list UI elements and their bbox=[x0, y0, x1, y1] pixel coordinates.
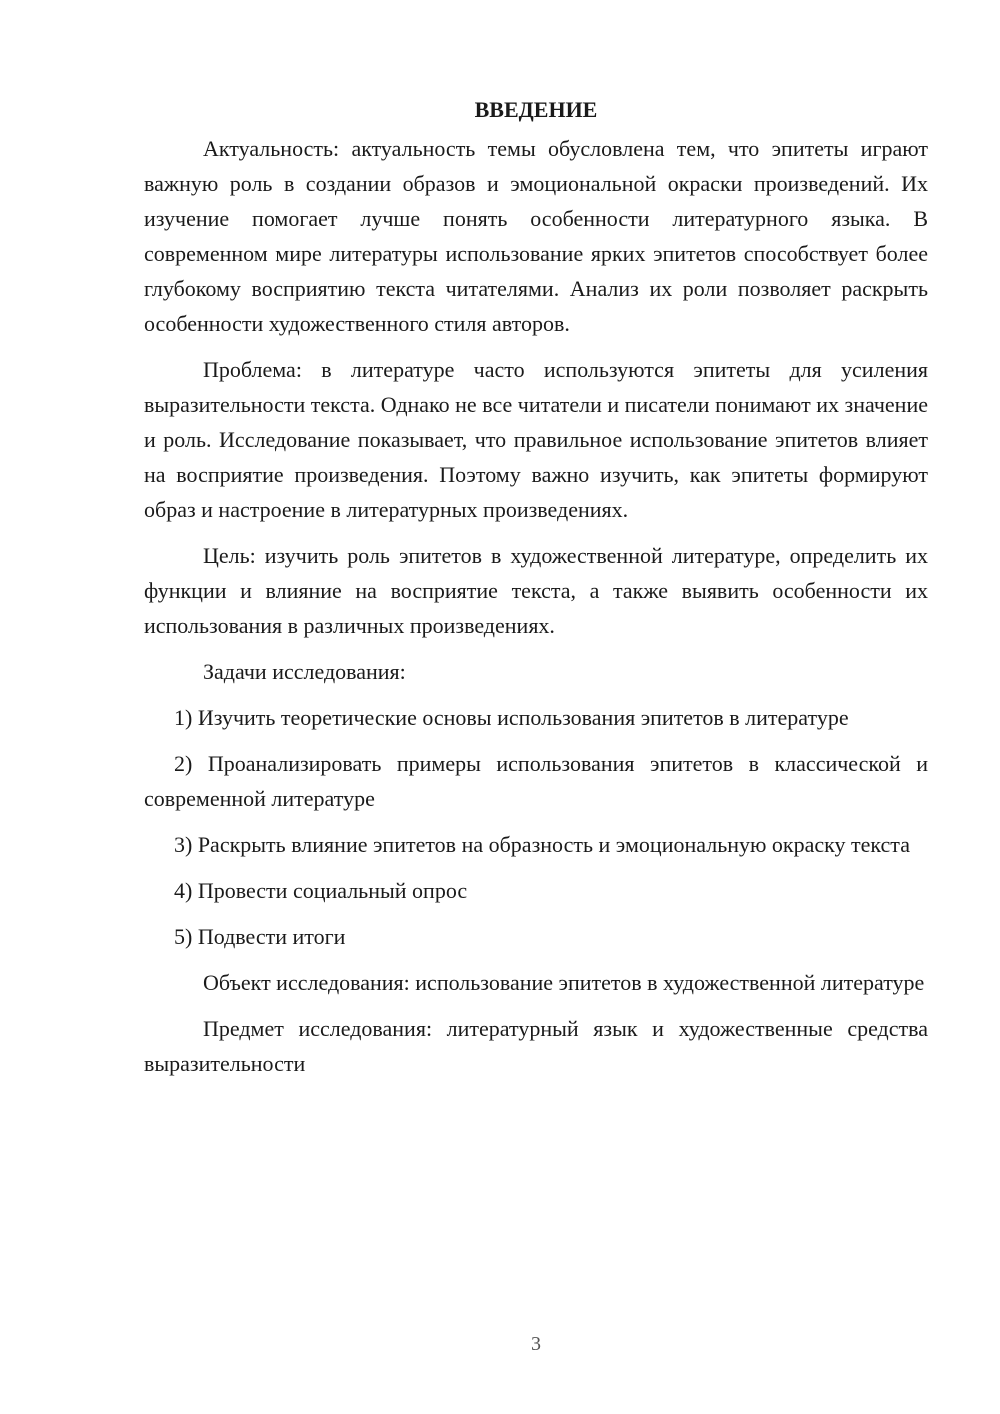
task-item-4: 4) Провести социальный опрос bbox=[174, 878, 468, 903]
goal-paragraph: Цель: изучить роль эпитетов в художественной литературе, определить их функции и влияние на восприятие текста, а также выявить особенности их использования в различных произведениях. bbox=[144, 543, 928, 638]
page-number: 3 bbox=[531, 1333, 541, 1355]
relevance-paragraph: Актуальность: актуальность темы обусловлена тем, что эпитеты играют важную роль в создании образов и эмоциональной окраски произведений. Их изучение помогает лучше понять особенности литературного языка. В современном мире литературы использование ярких эпитетов способствует более глубокому восприятию текста читателями. Анализ их роли позволяет раскрыть особенности художественного стиля авторов. bbox=[144, 136, 928, 336]
object-paragraph: Объект исследования: использование эпитетов в художественной литературе bbox=[203, 970, 925, 995]
page-content bbox=[144, 92, 928, 1092]
task-item-1: 1) Изучить теоретические основы использования эпитетов в литературе bbox=[174, 705, 849, 730]
task-item-3: 3) Раскрыть влияние эпитетов на образность и эмоциональную окраску текста bbox=[174, 832, 910, 857]
problem-paragraph: Проблема: в литературе часто используются эпитеты для усиления выразительности текста. Однако не все читатели и писатели понимают их значение и роль. Исследование показывает, что правильное использование эпитетов влияет на восприятие произведения. Поэтому важно изучить, как эпитеты формируют образ и настроение в литературных произведениях. bbox=[144, 357, 928, 522]
subject-paragraph: Предмет исследования: литературный язык и художественные средства выразительности bbox=[144, 1016, 928, 1076]
task-item-2: 2) Проанализировать примеры использования эпитетов в классической и современной литературе bbox=[144, 751, 928, 811]
page-title: ВВЕДЕНИЕ bbox=[474, 97, 598, 122]
tasks-heading: Задачи исследования: bbox=[203, 659, 406, 684]
task-item-5: 5) Подвести итоги bbox=[174, 924, 346, 949]
